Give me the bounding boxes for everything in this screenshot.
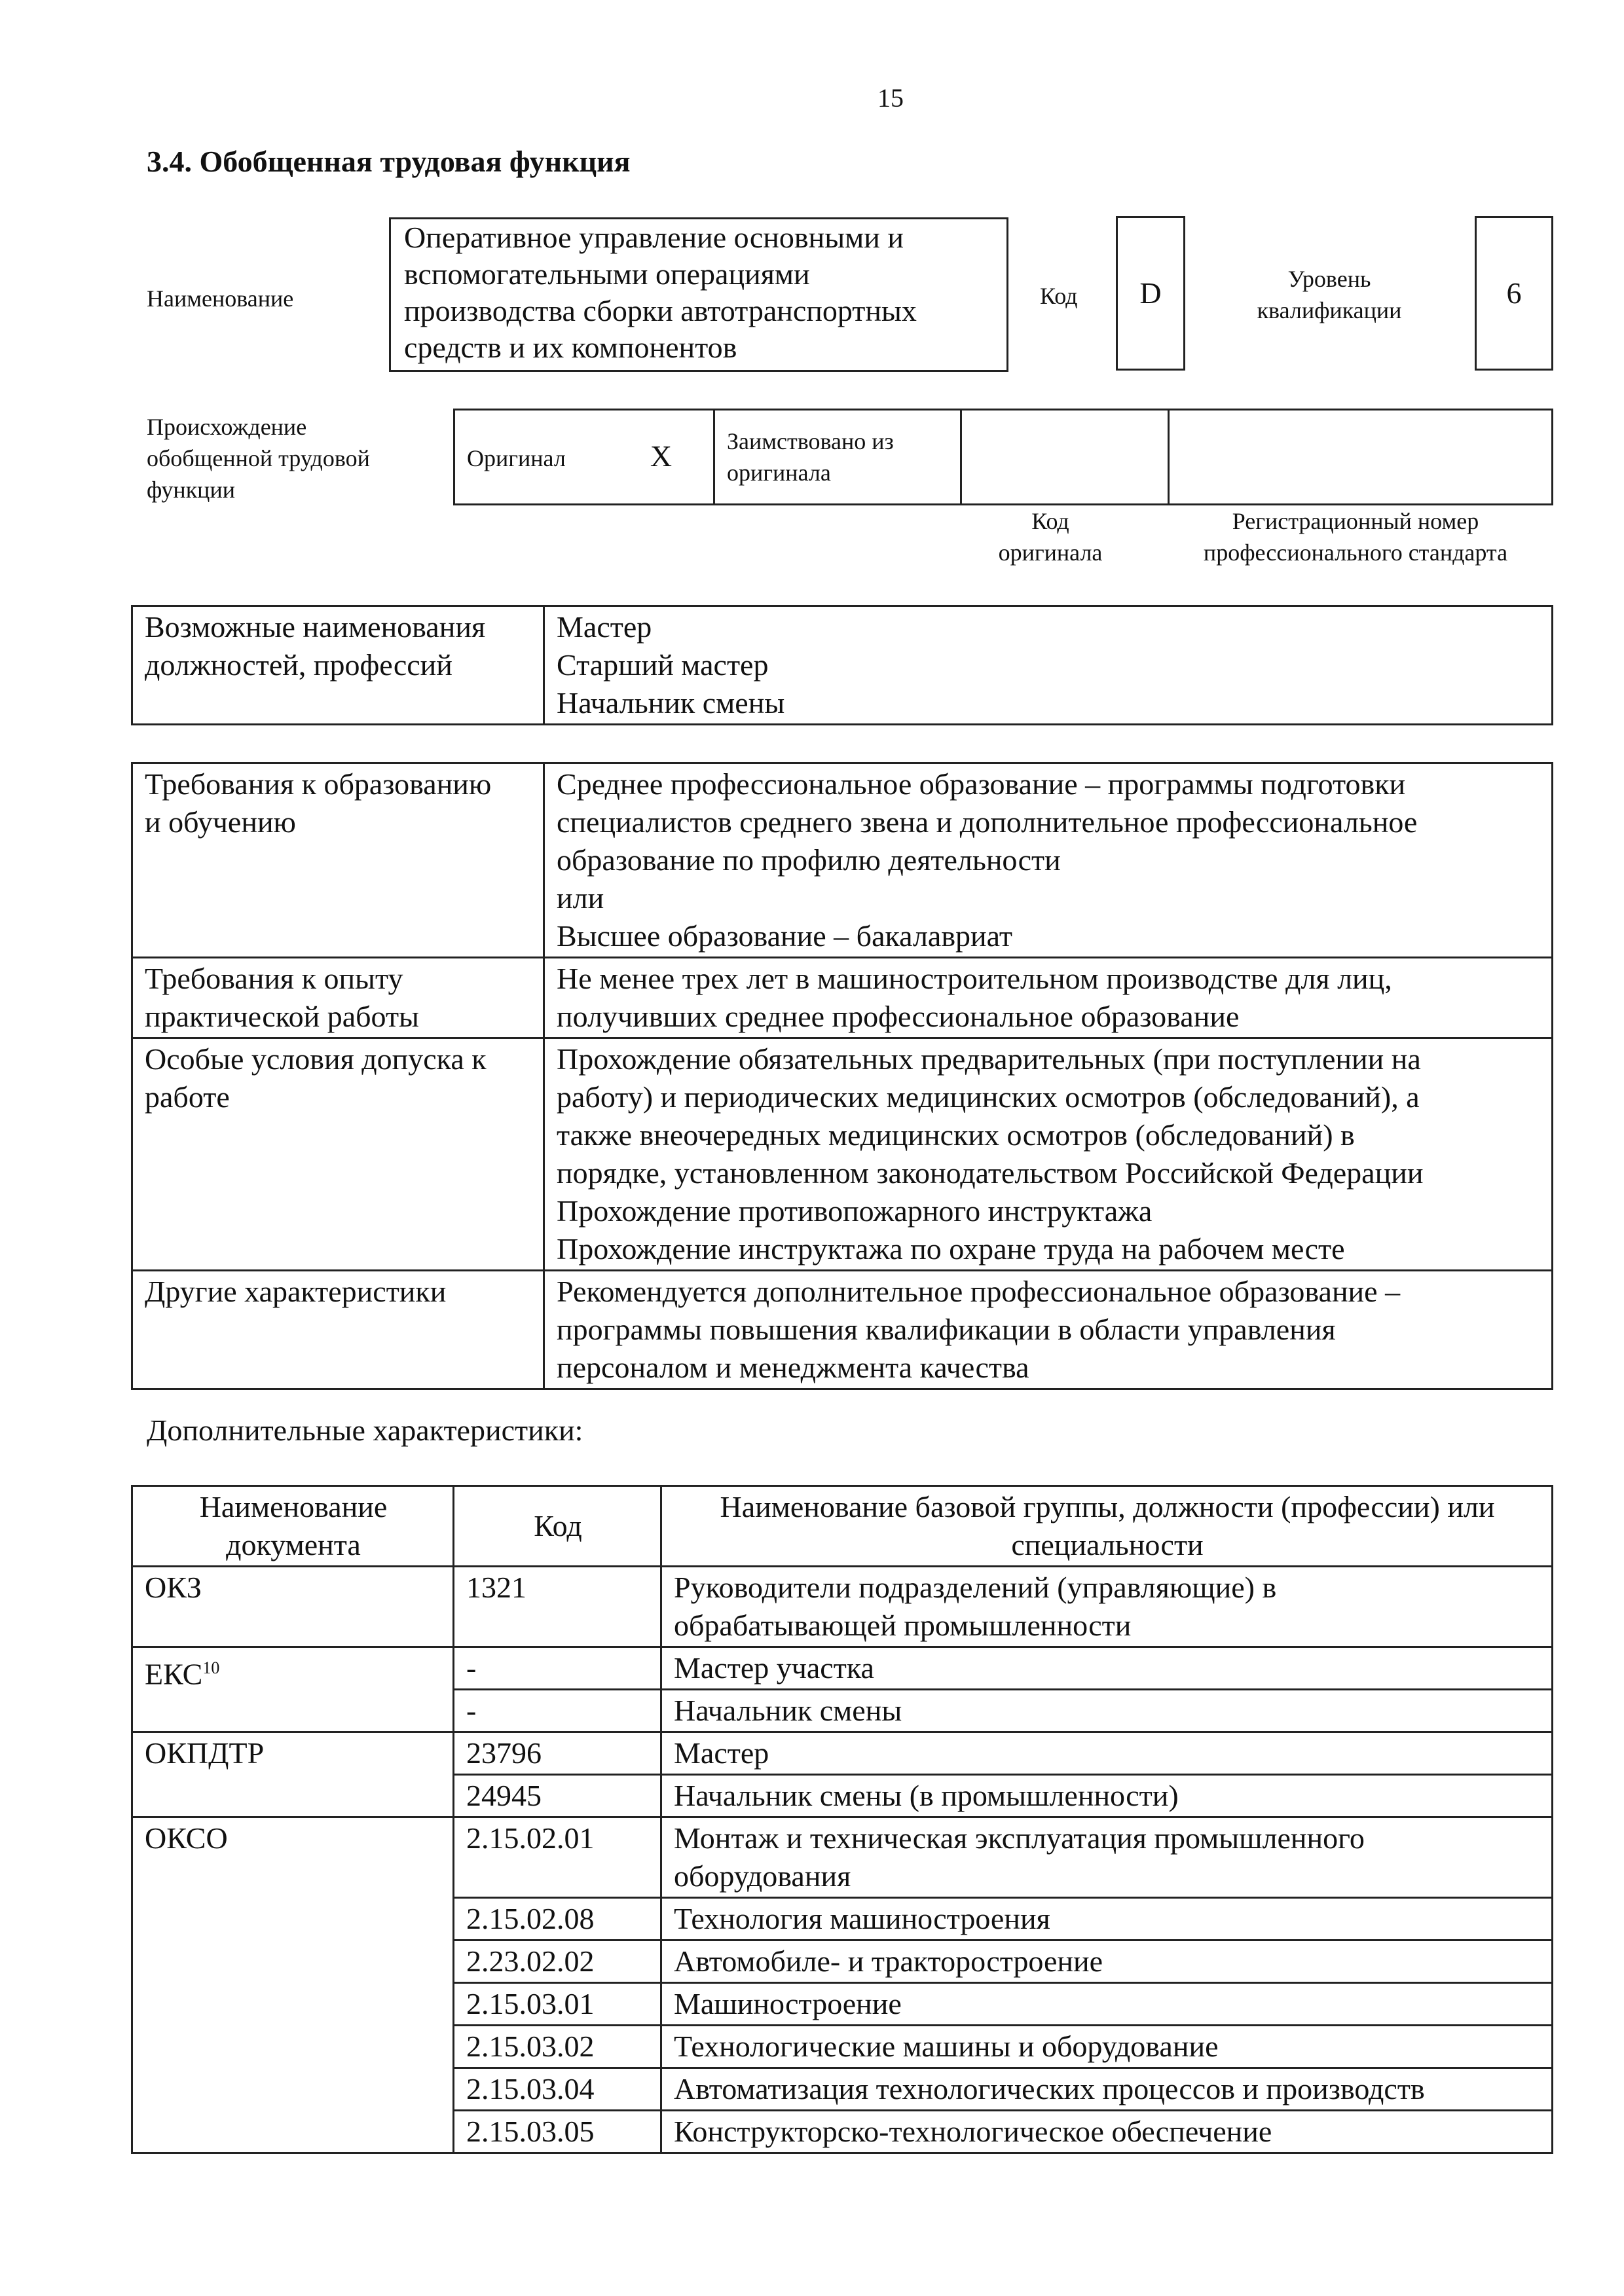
requirement-value-line: или [557,881,604,915]
requirement-value-line: Рекомендуется дополнительное профессиональное образование – [557,1275,1401,1308]
name-cell: Мастер [661,1732,1553,1775]
header-name-line: специальности [1011,1528,1204,1561]
name-line: Монтаж и техническая эксплуатация промышленного [674,1821,1365,1855]
code-cell: 2.23.02.02 [454,1941,661,1983]
header-doc-line: Наименование [199,1490,388,1523]
code-cell: - [454,1690,661,1732]
function-name-line: производства сборки автотранспортных [404,294,917,327]
code-cell: 2.15.02.01 [454,1817,661,1898]
positions-table [131,605,1553,725]
code-caption-line: оригинала [998,539,1103,566]
requirement-value-line: также внеочередных медицинских осмотров (обследований) в [557,1118,1355,1152]
requirement-row [132,1038,1553,1271]
footnote-ref: 10 [202,1658,220,1677]
position-item: Начальник смены [557,686,785,720]
requirement-label-line: Требования к образованию [145,767,492,801]
requirement-label-line: практической работы [145,1000,419,1033]
header-doc [132,1486,454,1567]
original-label: Оригинал [467,445,566,471]
name-cell: Конструкторско-технологическое обеспечение [661,2111,1553,2153]
requirement-value-line: программы повышения квалификации в области управления [557,1313,1336,1346]
header-name [661,1486,1553,1567]
original-cell [454,410,714,505]
name-cell: Машиностроение [661,1983,1553,2026]
code-cell: 2.15.03.01 [454,1983,661,2026]
table-row [132,1732,1553,1775]
additional-table [131,1485,1553,2154]
code-value: D [1116,216,1185,371]
name-cell: Начальник смены [661,1690,1553,1732]
requirement-label-cell [132,763,544,958]
borrowed-cell [714,410,961,505]
table-row [132,1567,1553,1647]
requirement-value-line: Высшее образование – бакалавриат [557,919,1012,953]
name-cell [661,1567,1553,1647]
additional-title: Дополнительные характеристики: [147,1413,583,1447]
requirement-label-line: работе [145,1080,230,1114]
code-caption [959,505,1142,568]
requirement-label-cell [132,1038,544,1271]
origin-label [147,411,370,505]
name-cell: Мастер участка [661,1647,1553,1690]
original-mark: X [650,439,673,473]
requirement-label-line: Другие характеристики [145,1275,447,1308]
code-cell: 24945 [454,1775,661,1817]
doc-cell: ОКЗ [132,1567,454,1647]
name-line: Руководители подразделений (управляющие) в [674,1571,1277,1604]
requirement-value-line: Не менее трех лет в машиностроительном производстве для лиц, [557,962,1392,995]
level-value: 6 [1475,216,1553,371]
name-cell: Автоматизация технологических процессов и производств [661,2068,1553,2111]
code-cell: 1321 [454,1567,661,1647]
header-row [132,1486,1553,1567]
position-item: Мастер [557,610,652,644]
requirement-row [132,958,1553,1038]
name-cell: Начальник смены (в промышленности) [661,1775,1553,1817]
requirement-value-line: образование по профилю деятельности [557,843,1061,877]
requirement-value-cell [544,1271,1553,1389]
function-name-line: Оперативное управление основными и [404,221,904,254]
origin-table [453,409,1553,505]
positions-label-cell [132,606,544,725]
function-name-line: средств и их компонентов [404,331,737,364]
doc-cell [132,1647,454,1732]
code-cell: - [454,1647,661,1690]
requirement-label-line: и обучению [145,805,296,839]
requirement-value-cell [544,763,1553,958]
requirement-value-line: порядке, установленном законодательством Российской Федерации [557,1156,1424,1190]
origin-label-line: функции [147,477,235,503]
positions-label-line: должностей, профессий [145,648,452,682]
code-label: Код [1040,283,1078,309]
requirement-row [132,763,1553,958]
origin-label-line: обобщенной трудовой [147,445,370,471]
section-title: 3.4. Обобщенная трудовая функция [147,145,631,178]
original-code-cell [961,410,1169,505]
name-line: оборудования [674,1859,851,1893]
code-cell: 2.15.03.05 [454,2111,661,2153]
name-cell: Технология машиностроения [661,1898,1553,1941]
header-doc-line: документа [226,1528,361,1561]
name-cell [661,1817,1553,1898]
name-cell: Автомобиле- и тракторостроение [661,1941,1553,1983]
registration-number-cell [1169,410,1553,505]
position-item: Старший мастер [557,648,769,682]
reg-caption-line: Регистрационный номер [1232,508,1479,534]
name-line: обрабатывающей промышленности [674,1609,1132,1642]
requirement-value-line: Прохождение инструктажа по охране труда на рабочем месте [557,1232,1345,1266]
doc-name: ЕКС [145,1657,203,1691]
page-number: 15 [877,83,904,113]
code-cell: 2.15.03.04 [454,2068,661,2111]
positions-values-cell [544,606,1553,725]
code-caption-line: Код [1031,508,1069,534]
requirement-row [132,1271,1553,1389]
requirement-label-cell [132,958,544,1038]
requirement-value-line: работу) и периодических медицинских осмотров (обследований), а [557,1080,1420,1114]
requirement-value-cell [544,958,1553,1038]
level-label [1218,263,1441,326]
requirement-value-line: специалистов среднего звена и дополнительное профессиональное [557,805,1418,839]
requirement-value-line: Прохождение противопожарного инструктажа [557,1194,1153,1228]
requirement-value-line: персоналом и менеджмента качества [557,1351,1029,1384]
origin-label-line: Происхождение [147,414,307,440]
positions-label-line: Возможные наименования [145,610,486,644]
header-name-line: Наименование базовой группы, должности (профессии) или [720,1490,1495,1523]
doc-cell: ОКСО [132,1817,454,2153]
level-label-line: квалификации [1257,297,1402,323]
borrowed-label-line: Заимствовано из [727,428,894,454]
borrowed-label-line: оригинала [727,460,831,486]
level-label-line: Уровень [1287,266,1371,292]
reg-caption [1153,505,1559,568]
requirement-value-cell [544,1038,1553,1271]
table-row [132,1817,1553,1898]
requirement-value-line: получивших среднее профессиональное образование [557,1000,1240,1033]
header-code: Код [454,1486,661,1567]
requirement-value-line: Прохождение обязательных предварительных (при поступлении на [557,1042,1421,1076]
code-cell: 2.15.02.08 [454,1898,661,1941]
requirement-label-line: Особые условия допуска к [145,1042,487,1076]
reg-caption-line: профессионального стандарта [1203,539,1508,566]
requirements-table [131,762,1553,1390]
code-cell: 2.15.03.02 [454,2026,661,2068]
requirement-value-line: Среднее профессиональное образование – программы подготовки [557,767,1406,801]
table-row [132,1647,1553,1690]
name-label: Наименование [147,285,294,312]
code-cell: 23796 [454,1732,661,1775]
name-cell: Технологические машины и оборудование [661,2026,1553,2068]
requirement-label-cell [132,1271,544,1389]
doc-cell: ОКПДТР [132,1732,454,1817]
function-name-box [389,217,1008,372]
requirement-label-line: Требования к опыту [145,962,403,995]
function-name-line: вспомогательными операциями [404,257,810,291]
